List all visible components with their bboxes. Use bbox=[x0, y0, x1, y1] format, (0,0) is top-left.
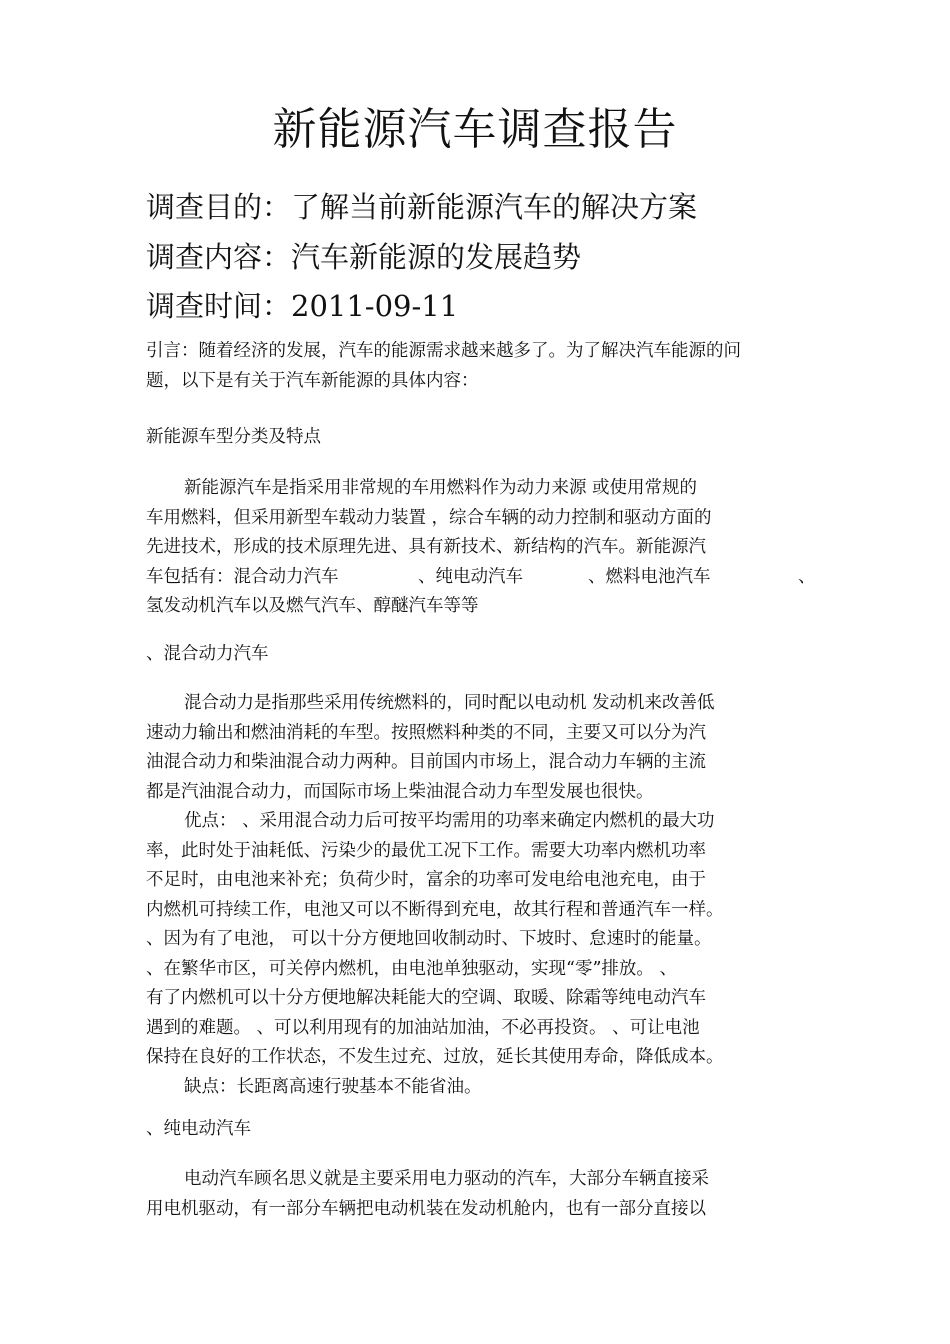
advantages-line: 优点： 、采用混合动力后可按平均需用的功率来确定内燃机的最大功 bbox=[184, 811, 715, 831]
paragraph-line: 新能源汽车是指采用非常规的车用燃料作为动力来源 或使用常规的 bbox=[184, 478, 698, 498]
survey-date: 调查时间：2011-09-11 bbox=[146, 289, 459, 323]
intro-paragraph bbox=[146, 337, 806, 396]
survey-content: 调查内容：汽车新能源的发展趋势 bbox=[146, 240, 582, 274]
paragraph-line: 油混合动力和柴油混合动力两种。目前国内市场上，混合动力车辆的主流 bbox=[146, 752, 706, 772]
paragraph-line: 速动力输出和燃油消耗的车型。按照燃料种类的不同，主要又可以分为汽 bbox=[146, 722, 706, 743]
vehicle-type-hybrid: 车包括有：混合动力汽车 bbox=[146, 566, 339, 587]
ev-paragraph bbox=[146, 1165, 806, 1224]
paragraph-line: 遇到的难题。 、可以利用现有的加油站加油，不必再投资。 、可让电池 bbox=[146, 1017, 700, 1038]
paragraph-line: 混合动力是指那些采用传统燃料的，同时配以电动机 发动机来改善低 bbox=[184, 693, 715, 713]
section-heading-new-energy: 新能源车型分类及特点 bbox=[146, 427, 321, 447]
section-heading-ev: 、纯电动汽车 bbox=[146, 1119, 251, 1139]
vehicle-type-fuel-cell: 、燃料电池汽车 bbox=[588, 566, 711, 587]
paragraph-line bbox=[146, 563, 816, 593]
hybrid-paragraph bbox=[146, 689, 806, 1102]
paragraph-line: 内燃机可持续工作，电池又可以不断得到充电，故其行程和普通汽车一样。 bbox=[146, 899, 724, 920]
paragraph-line: 电动汽车顾名思义就是主要采用电力驱动的汽车，大部分车辆直接采 bbox=[184, 1169, 709, 1189]
vehicle-type-ev: 、纯电动汽车 bbox=[418, 566, 523, 587]
list-separator: 、 bbox=[798, 566, 816, 587]
paragraph-line: 先进技术，形成的技术原理先进、具有新技术、新结构的汽车。新能源汽 bbox=[146, 537, 706, 557]
new-energy-paragraph bbox=[146, 474, 816, 622]
paragraph-line: 、在繁华市区，可关停内燃机，由电池单独驱动，实现“零”排放。 、 bbox=[146, 958, 677, 979]
report-title: 新能源汽车调查报告 bbox=[272, 104, 678, 155]
paragraph-line: 用电机驱动，有一部分车辆把电动机装在发动机舱内，也有一部分直接以 bbox=[146, 1198, 706, 1219]
paragraph-line: 率，此时处于油耗低、污染少的最优工况下工作。需要大功率内燃机功率 bbox=[146, 840, 706, 861]
paragraph-line: 、因为有了电池， 可以十分方便地回收制动时、下坡时、怠速时的能量。 bbox=[146, 929, 712, 949]
disadvantages-line: 缺点：长距离高速行驶基本不能省油。 bbox=[184, 1076, 482, 1097]
intro-line: 题，以下是有关于汽车新能源的具体内容： bbox=[146, 370, 479, 391]
paragraph-line: 有了内燃机可以十分方便地解决耗能大的空调、取暖、除霜等纯电动汽车 bbox=[146, 988, 706, 1008]
paragraph-line: 不足时，由电池来补充；负荷少时，富余的功率可发电给电池充电，由于 bbox=[146, 870, 706, 890]
paragraph-line: 车用燃料，但采用新型车载动力装置 ，综合车辆的动力控制和驱动方面的 bbox=[146, 507, 712, 528]
intro-line: 引言：随着经济的发展，汽车的能源需求越来越多了。为了解决汽车能源的问 bbox=[146, 341, 741, 361]
paragraph-line: 保持在良好的工作状态，不发生过充、过放，延长其使用寿命，降低成本。 bbox=[146, 1047, 724, 1067]
paragraph-line: 都是汽油混合动力，而国际市场上柴油混合动力车型发展也很快。 bbox=[146, 781, 654, 802]
section-heading-hybrid: 、混合动力汽车 bbox=[146, 644, 269, 664]
survey-purpose: 调查目的：了解当前新能源汽车的解决方案 bbox=[146, 190, 698, 224]
paragraph-line: 氢发动机汽车以及燃气汽车、醇醚汽车等等 bbox=[146, 596, 479, 616]
